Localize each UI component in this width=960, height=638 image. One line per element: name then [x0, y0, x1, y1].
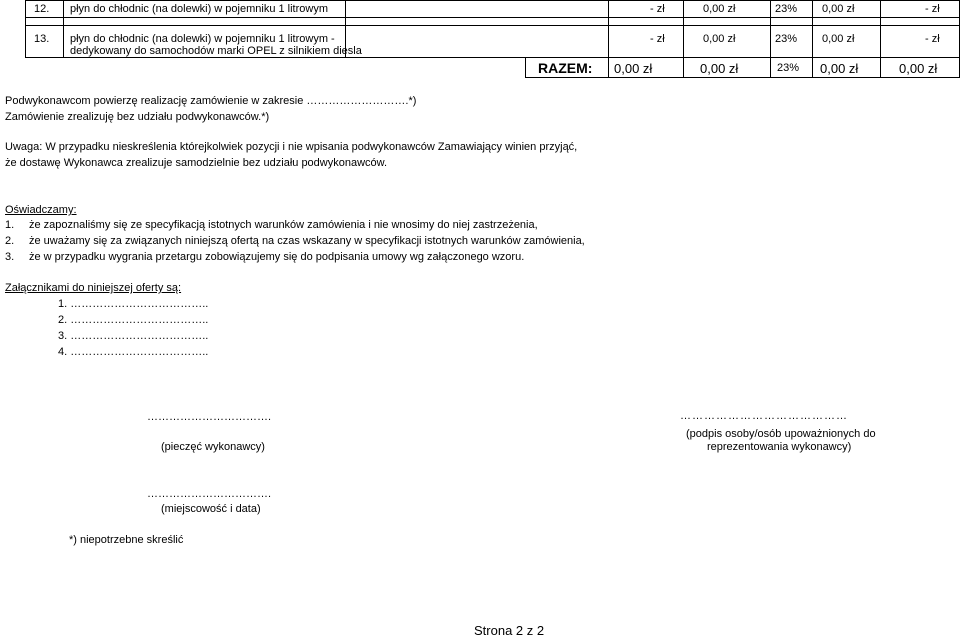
row-value-3: 0,00 zł — [822, 3, 855, 15]
attachment-item: 1. ……………………………….. — [58, 298, 209, 310]
table-col-line — [25, 0, 26, 57]
table-col-line — [880, 0, 881, 77]
declaration-text: że zapoznaliśmy się ze specyfikacją istotnych warunków zamówienia i nie wnosimy do niej zastrzeżenia, — [29, 219, 538, 231]
footnote: *) niepotrzebne skreślić — [69, 534, 184, 546]
declaration-text: że uważamy się za związanych niniejszą ofertą na czas wskazany w specyfikacji istotnych warunków zamówienia, — [29, 235, 585, 247]
total-value-2: 0,00 zł — [700, 61, 739, 76]
signature-dots: …………………………………… — [680, 410, 848, 422]
declaration-number: 2. — [5, 235, 15, 247]
row-item-name: płyn do chłodnic (na dolewki) w pojemniku 1 litrowym — [70, 3, 329, 15]
row-vat: 23% — [775, 3, 798, 15]
row-item-name: płyn do chłodnic (na dolewki) w pojemniku 1 litrowym - — [70, 33, 335, 45]
table-col-line — [63, 0, 64, 57]
attachments-heading: Załącznikami do niniejszej oferty są: — [5, 282, 182, 294]
table-total-bottom — [525, 77, 960, 78]
row-value-3: 0,00 zł — [822, 33, 855, 45]
table-col-line — [812, 0, 813, 77]
table-row-divider — [25, 25, 960, 26]
note-line-2: że dostawę Wykonawca zrealizuje samodzielnie bez udziału podwykonawców. — [5, 157, 388, 169]
signature-label-line-1: (podpis osoby/osób upoważnionych do — [686, 428, 876, 440]
row-value-1: - zł — [650, 33, 665, 45]
row-number: 12. — [34, 3, 50, 15]
row-number: 13. — [34, 33, 50, 45]
attachment-item: 4. ……………………………….. — [58, 346, 209, 358]
declaration-text: że w przypadku wygrania przetargu zobowiązujemy się do podpisania umowy wg załączonego wzoru. — [29, 251, 525, 263]
row-vat: 23% — [775, 33, 798, 45]
note-line-1: Uwaga: W przypadku nieskreślenia którejkolwiek pozycji i nie wpisania podwykonawców Zamawiający winien przyjąć, — [5, 141, 578, 153]
row-value-1: - zł — [650, 3, 665, 15]
stamp-dots: ……………………………. — [147, 411, 272, 423]
declaration-number: 3. — [5, 251, 15, 263]
total-label: RAZEM: — [538, 60, 593, 76]
table-row-divider — [25, 17, 960, 18]
attachment-item: 2. ……………………………….. — [58, 314, 209, 326]
attachment-item: 3. ……………………………….. — [58, 330, 209, 342]
table-col-line — [525, 57, 526, 77]
signature-label-line-2: reprezentowania wykonawcy) — [707, 441, 852, 453]
row-value-4: - zł — [925, 33, 940, 45]
stamp-label: (pieczęć wykonawcy) — [161, 441, 265, 453]
table-col-line — [770, 0, 771, 77]
total-value-3: 0,00 zł — [820, 61, 859, 76]
subcontract-line-1: Podwykonawcom powierzę realizację zamówienie w zakresie ……………………….*) — [5, 95, 417, 107]
table-col-line — [608, 0, 609, 77]
declarations-heading: Oświadczamy: — [5, 204, 77, 216]
subcontract-line-2: Zamówienie zrealizuję bez udziału podwykonawców.*) — [5, 111, 270, 123]
total-value-4: 0,00 zł — [899, 61, 938, 76]
row-item-name-line2: dedykowany do samochodów marki OPEL z silnikiem diesla — [70, 45, 362, 57]
row-value-2: 0,00 zł — [703, 33, 736, 45]
row-value-4: - zł — [925, 3, 940, 15]
place-date-label: (miejscowość i data) — [161, 503, 261, 515]
table-border-top — [25, 0, 960, 1]
row-value-2: 0,00 zł — [703, 3, 736, 15]
total-value-1: 0,00 zł — [614, 61, 653, 76]
table-col-line — [683, 0, 684, 77]
total-vat: 23% — [777, 62, 800, 74]
page-number: Strona 2 z 2 — [474, 623, 545, 638]
table-row-divider — [25, 57, 960, 58]
declaration-number: 1. — [5, 219, 15, 231]
place-date-dots: ……………………………. — [147, 488, 272, 500]
